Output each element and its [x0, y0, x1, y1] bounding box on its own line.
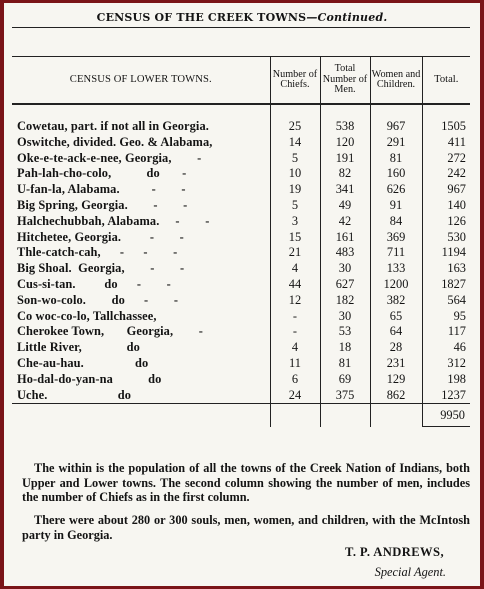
header-women-children: Women and Children. — [370, 57, 422, 105]
census-table — [12, 56, 470, 427]
chiefs-cell: 4 — [270, 340, 320, 356]
town-name-cell: Ho-dal-do-yan-na do — [17, 371, 162, 386]
total-cell: 198 — [422, 372, 470, 388]
women-children-cell: 84 — [370, 214, 422, 230]
chiefs-cell: 5 — [270, 198, 320, 214]
header-town: CENSUS OF LOWER TOWNS. — [12, 57, 270, 105]
table-row — [12, 372, 470, 388]
note-paragraph-2: There were about 280 or 300 souls, men, women, and children, with the McIntosh party in Georgia. — [22, 513, 470, 542]
town-name-cell: Cherokee Town, Georgia, - — [17, 324, 203, 339]
chiefs-cell: 5 — [270, 151, 320, 167]
chiefs-cell: 15 — [270, 230, 320, 246]
women-children-cell: 862 — [370, 388, 422, 404]
note-paragraph-1: The within is the population of all the towns of the Creek Nation of Indians, both Upper and Lower towns. The second column showing the number of men, includes the number of Chiefs as in the first column. — [22, 461, 470, 505]
town-name-cell: Halchechubbah, Alabama. - - — [17, 213, 210, 228]
table-row — [12, 166, 470, 182]
chiefs-cell: 14 — [270, 135, 320, 151]
women-children-cell: 91 — [370, 198, 422, 214]
women-children-cell: 967 — [370, 104, 422, 135]
table-row — [12, 324, 470, 340]
table-row — [12, 388, 470, 404]
total-cell: 312 — [422, 356, 470, 372]
chiefs-cell: 11 — [270, 356, 320, 372]
grand-total-value: 9950 — [422, 404, 470, 427]
women-children-cell: 81 — [370, 151, 422, 167]
women-children-cell: 231 — [370, 356, 422, 372]
men-cell: 341 — [320, 182, 370, 198]
total-cell: 411 — [422, 135, 470, 151]
women-children-cell: 626 — [370, 182, 422, 198]
chiefs-cell: 44 — [270, 277, 320, 293]
chiefs-cell: - — [270, 309, 320, 325]
chiefs-cell: - — [270, 324, 320, 340]
table-row — [12, 214, 470, 230]
table-row — [12, 356, 470, 372]
grand-total-spacer — [12, 404, 270, 427]
chiefs-cell: 19 — [270, 182, 320, 198]
men-cell: 191 — [320, 151, 370, 167]
table-row — [12, 104, 470, 135]
chiefs-cell: 6 — [270, 372, 320, 388]
town-name-cell: Pah-lah-cho-colo, do - — [17, 166, 187, 181]
men-cell: 53 — [320, 324, 370, 340]
women-children-cell: 133 — [370, 261, 422, 277]
title-rule — [12, 27, 470, 28]
town-name-cell: Cowetau, part. if not all in Georgia. — [17, 119, 209, 133]
signature-name: T. P. ANDREWS, — [344, 545, 444, 559]
total-cell: 126 — [422, 214, 470, 230]
total-cell: 1237 — [422, 388, 470, 404]
total-cell: 967 — [422, 182, 470, 198]
men-cell: 120 — [320, 135, 370, 151]
total-cell: 1827 — [422, 277, 470, 293]
table-row — [12, 261, 470, 277]
town-name-cell: Uche. do — [12, 388, 270, 404]
total-cell: 564 — [422, 293, 470, 309]
table-row — [12, 309, 470, 325]
total-cell: 242 — [422, 166, 470, 182]
town-name-cell: Cus-si-tan. do - - — [17, 276, 171, 291]
total-cell: 163 — [422, 261, 470, 277]
header-chiefs: Number of Chiefs. — [270, 57, 320, 105]
town-name-cell: Little River, do — [17, 340, 140, 355]
table-row — [12, 198, 470, 214]
women-children-cell: 28 — [370, 340, 422, 356]
men-cell: 182 — [320, 293, 370, 309]
men-cell: 30 — [320, 261, 370, 277]
total-cell: 140 — [422, 198, 470, 214]
total-cell: 117 — [422, 324, 470, 340]
grand-total-spacer — [370, 404, 422, 427]
men-cell: 375 — [320, 388, 370, 404]
table-row — [12, 277, 470, 293]
women-children-cell: 1200 — [370, 277, 422, 293]
men-cell: 30 — [320, 309, 370, 325]
men-cell: 42 — [320, 214, 370, 230]
table-row — [12, 340, 470, 356]
table-row — [12, 230, 470, 246]
chiefs-cell: 4 — [270, 261, 320, 277]
women-children-cell: 382 — [370, 293, 422, 309]
grand-total-row — [12, 404, 470, 427]
chiefs-cell: 12 — [270, 293, 320, 309]
chiefs-cell: 3 — [270, 214, 320, 230]
page-title — [4, 11, 480, 24]
women-children-cell: 65 — [370, 309, 422, 325]
header-men: Total Number of Men. — [320, 57, 370, 105]
women-children-cell: 129 — [370, 372, 422, 388]
town-name-cell: Big Shoal. Georgia, - - — [17, 261, 185, 276]
chiefs-cell: 25 — [270, 104, 320, 135]
table-row — [12, 135, 470, 151]
town-name-cell: Son-wo-colo. do - - — [17, 292, 179, 307]
chiefs-cell: 21 — [270, 245, 320, 261]
total-cell: 95 — [422, 309, 470, 325]
grand-total-spacer — [270, 404, 320, 427]
total-cell: 1194 — [422, 245, 470, 261]
men-cell: 483 — [320, 245, 370, 261]
table-row — [12, 151, 470, 167]
men-cell: 18 — [320, 340, 370, 356]
women-children-cell: 711 — [370, 245, 422, 261]
men-cell: 161 — [320, 230, 370, 246]
men-cell: 69 — [320, 372, 370, 388]
total-cell: 530 — [422, 230, 470, 246]
document-page — [4, 3, 480, 586]
women-children-cell: 291 — [370, 135, 422, 151]
signature-title: Special Agent. — [374, 565, 446, 579]
men-cell: 81 — [320, 356, 370, 372]
men-cell: 538 — [320, 104, 370, 135]
grand-total-spacer — [320, 404, 370, 427]
town-name-cell: Oswitche, divided. Geo. & Alabama, — [17, 134, 213, 149]
total-cell: 46 — [422, 340, 470, 356]
header-total: Total. — [422, 57, 470, 105]
chiefs-cell: 24 — [270, 388, 320, 404]
town-name-cell: Big Spring, Georgia. - - — [17, 197, 188, 212]
town-name-cell: Co woc-co-lo, Tallchassee, — [17, 308, 157, 323]
table-row — [12, 182, 470, 198]
women-children-cell: 64 — [370, 324, 422, 340]
page-title-suffix: —Continued. — [306, 11, 388, 24]
men-cell: 82 — [320, 166, 370, 182]
town-name-cell: Oke-e-te-ack-e-nee, Georgia, - — [17, 150, 202, 165]
total-cell: 1505 — [422, 104, 470, 135]
women-children-cell: 160 — [370, 166, 422, 182]
chiefs-cell: 10 — [270, 166, 320, 182]
women-children-cell: 369 — [370, 230, 422, 246]
page-title-main: CENSUS OF THE CREEK TOWNS — [96, 11, 307, 24]
town-name-cell: U-fan-la, Alabama. - - — [17, 182, 186, 197]
men-cell: 49 — [320, 198, 370, 214]
men-cell: 627 — [320, 277, 370, 293]
header-row — [12, 57, 470, 105]
town-name-cell: Che-au-hau. do — [17, 355, 149, 370]
town-name-cell: Thle-catch-cah, - - - — [17, 245, 178, 260]
table-row — [12, 293, 470, 309]
table-row — [12, 245, 470, 261]
town-name-cell: Hitchetee, Georgia. - - — [17, 229, 184, 244]
total-cell: 272 — [422, 151, 470, 167]
